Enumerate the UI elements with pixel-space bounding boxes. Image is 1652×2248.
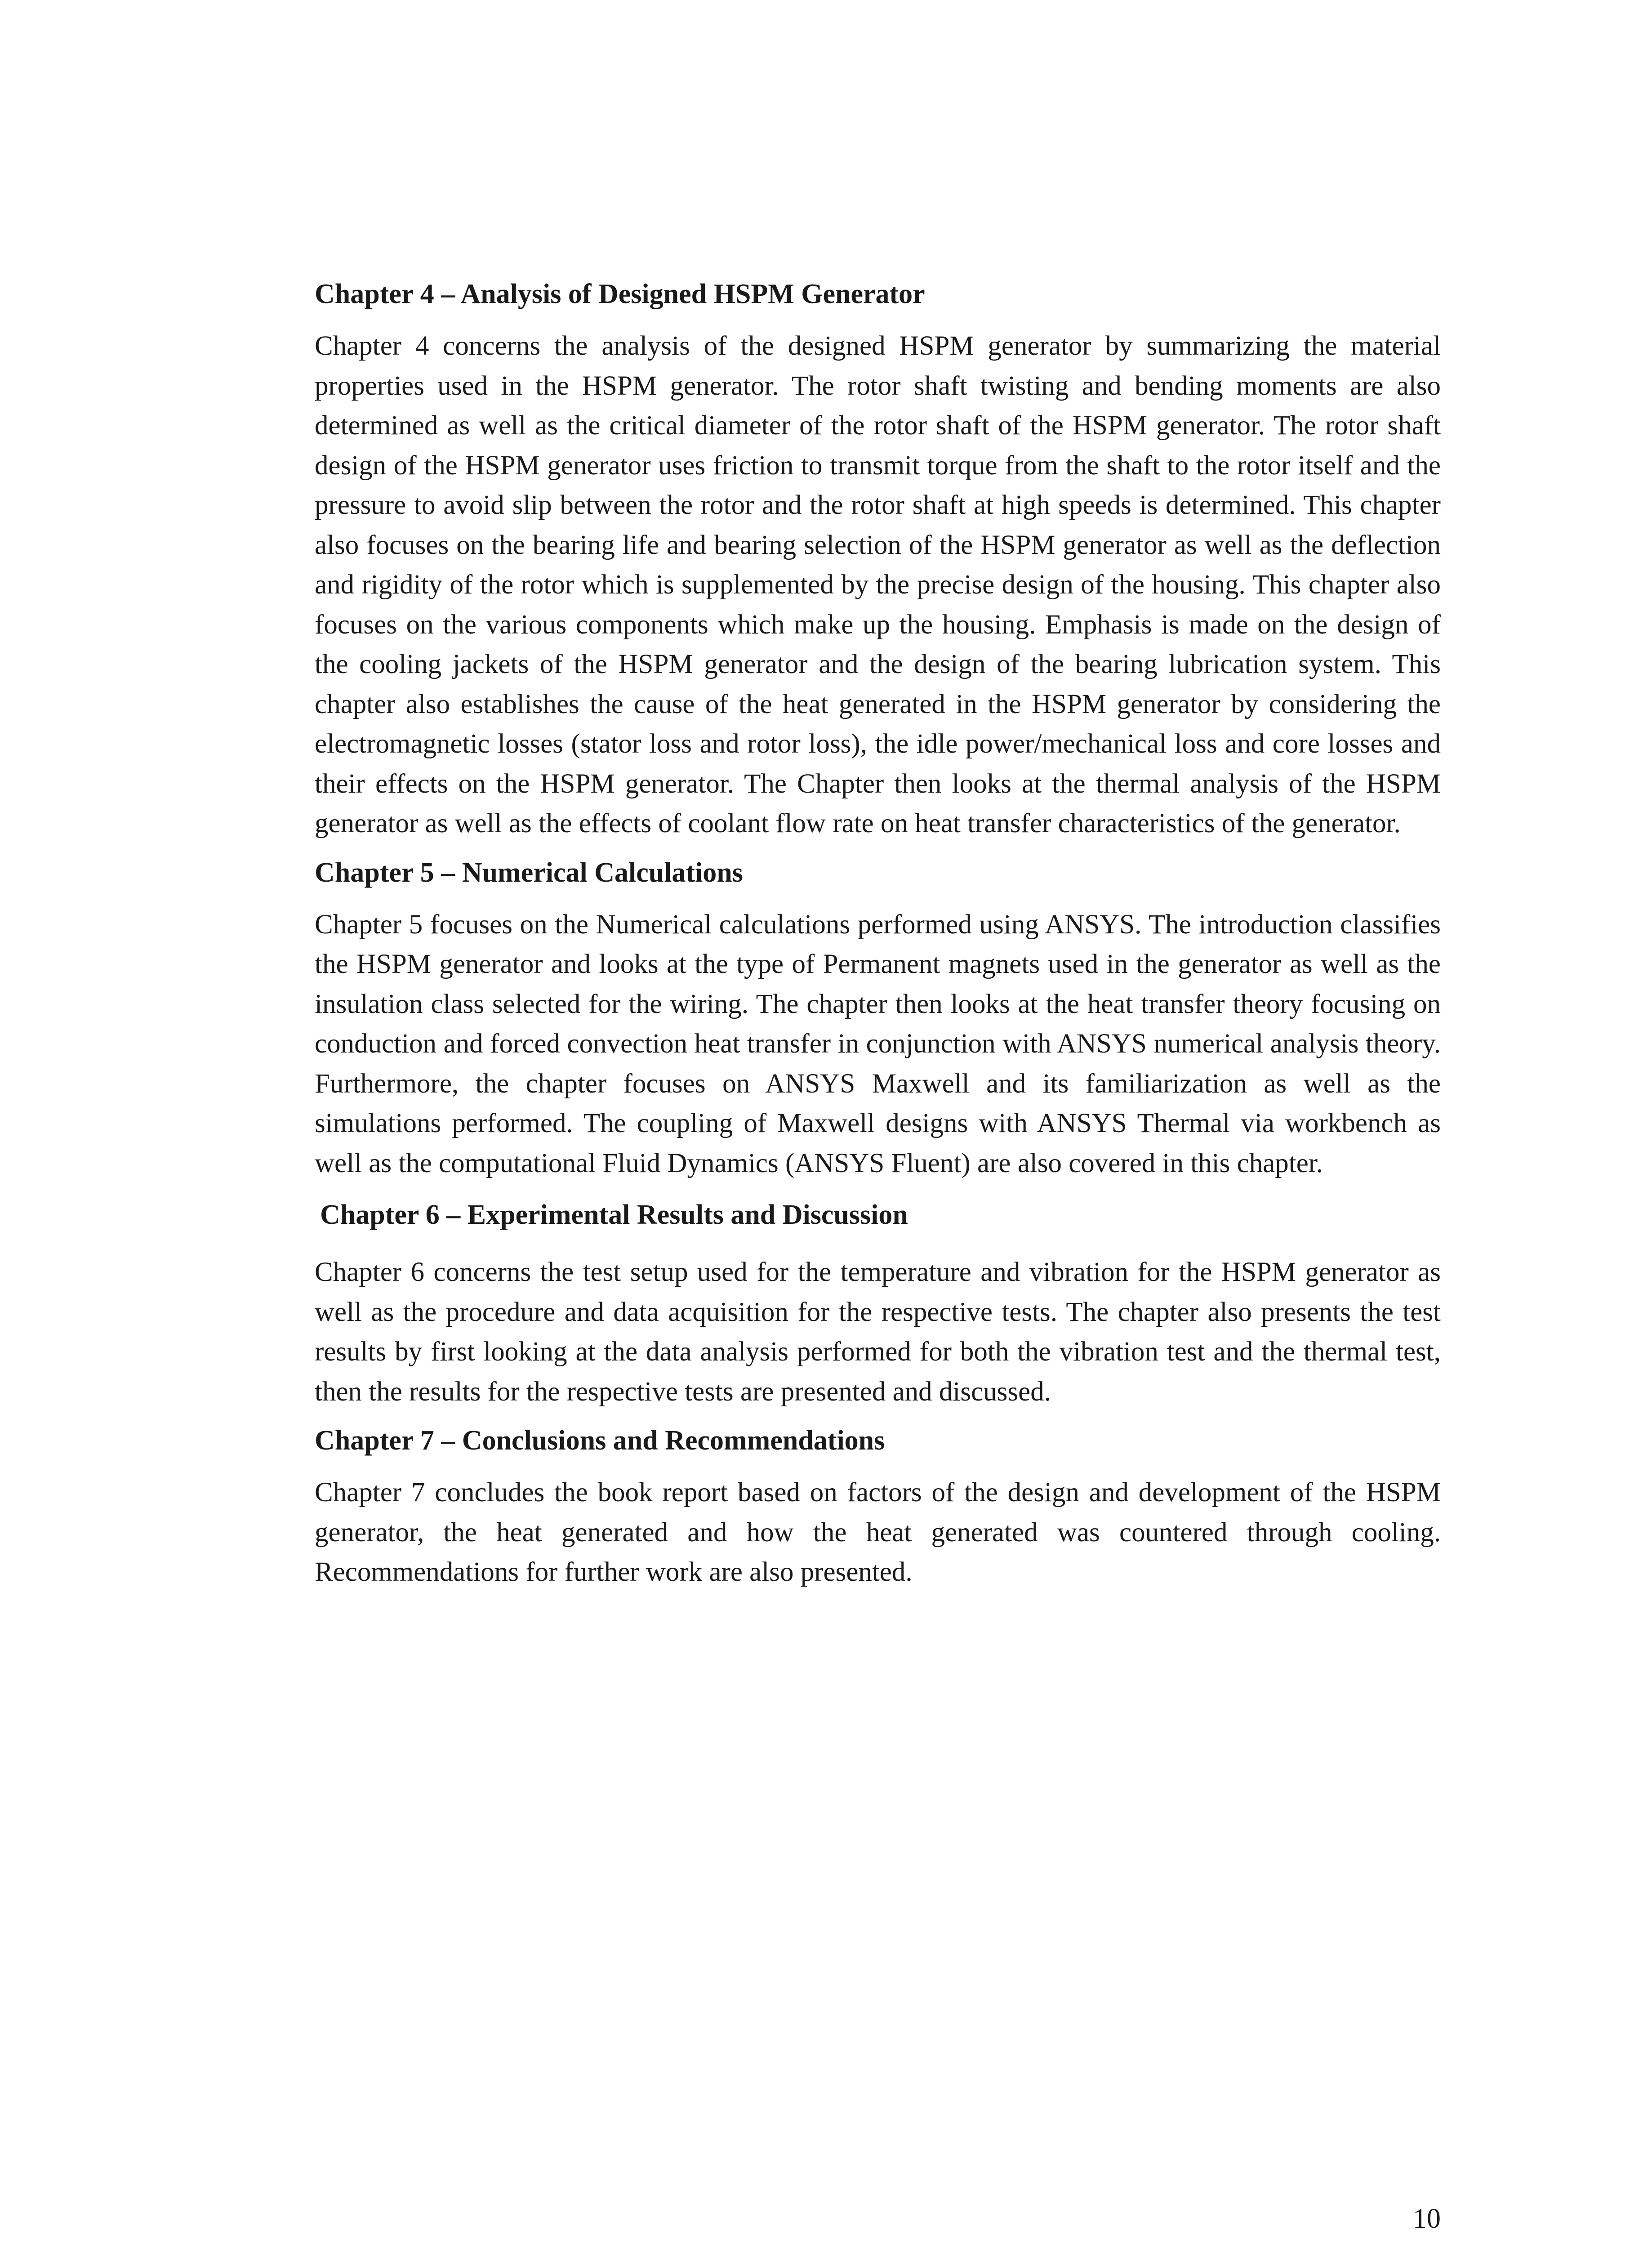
chapter-4-paragraph: Chapter 4 concerns the analysis of the designed HSPM generator by summarizing the material properties used in the HSPM generator. The rotor shaft twisting and bending moments are also determined as well as the critical diameter of the rotor shaft of the HSPM generator. The rotor shaft design of the HSPM generator uses friction to transmit torque from the shaft to the rotor itself and the pressure to avoid slip between the rotor and the rotor shaft at high speeds is determined. This chapter also focuses on the bearing life and bearing selection of the HSPM generator as well as the deflection and rigidity of the rotor which is supplemented by the precise design of the housing. This chapter also focuses on the various components which make up the housing. Emphasis is made on the design of the cooling jackets of the HSPM generator and the design of the bearing lubrication system. This chapter also establishes the cause of the heat generated in the HSPM generator by considering the electromagnetic losses (stator loss and rotor loss), the idle power/mechanical loss and core losses and their effects on the HSPM generator. The Chapter then looks at the thermal analysis of the HSPM generator as well as the effects of coolant flow rate on heat transfer characteristics of the generator. xyxy=(315,331,1441,839)
page-content xyxy=(315,274,1441,1601)
chapter-6-heading: Chapter 6 – Experimental Results and Discussion xyxy=(320,1200,908,1230)
chapter-4-heading: Chapter 4 – Analysis of Designed HSPM Generator xyxy=(315,279,925,309)
section-chapter-7 xyxy=(315,1421,1441,1592)
section-chapter-6 xyxy=(315,1195,1441,1412)
chapter-7-heading: Chapter 7 – Conclusions and Recommendations xyxy=(315,1425,885,1456)
chapter-7-paragraph: Chapter 7 concludes the book report based on factors of the design and development of the HSPM generator, the heat generated and how the heat generated was countered through cooling. Recommendations for further work are also presented. xyxy=(315,1477,1441,1587)
section-chapter-4 xyxy=(315,274,1441,844)
section-chapter-5 xyxy=(315,853,1441,1184)
chapter-6-paragraph: Chapter 6 concerns the test setup used for the temperature and vibration for the HSPM generator as well as the procedure and data acquisition for the respective tests. The chapter also presents the test results by first looking at the data analysis performed for both the vibration test and the thermal test, then the results for the respective tests are presented and discussed. xyxy=(315,1257,1441,1407)
chapter-5-heading: Chapter 5 – Numerical Calculations xyxy=(315,857,743,888)
chapter-5-paragraph: Chapter 5 focuses on the Numerical calculations performed using ANSYS. The introduction classifies the HSPM generator and looks at the type of Permanent magnets used in the generator as well as the insulation class selected for the wiring. The chapter then looks at the heat transfer theory focusing on conduction and forced convection heat transfer in conjunction with ANSYS numerical analysis theory. Furthermore, the chapter focuses on ANSYS Maxwell and its familiarization as well as the simulations performed. The coupling of Maxwell designs with ANSYS Thermal via workbench as well as the computational Fluid Dynamics (ANSYS Fluent) are also covered in this chapter. xyxy=(315,909,1441,1178)
page-number: 10 xyxy=(1413,2203,1441,2234)
